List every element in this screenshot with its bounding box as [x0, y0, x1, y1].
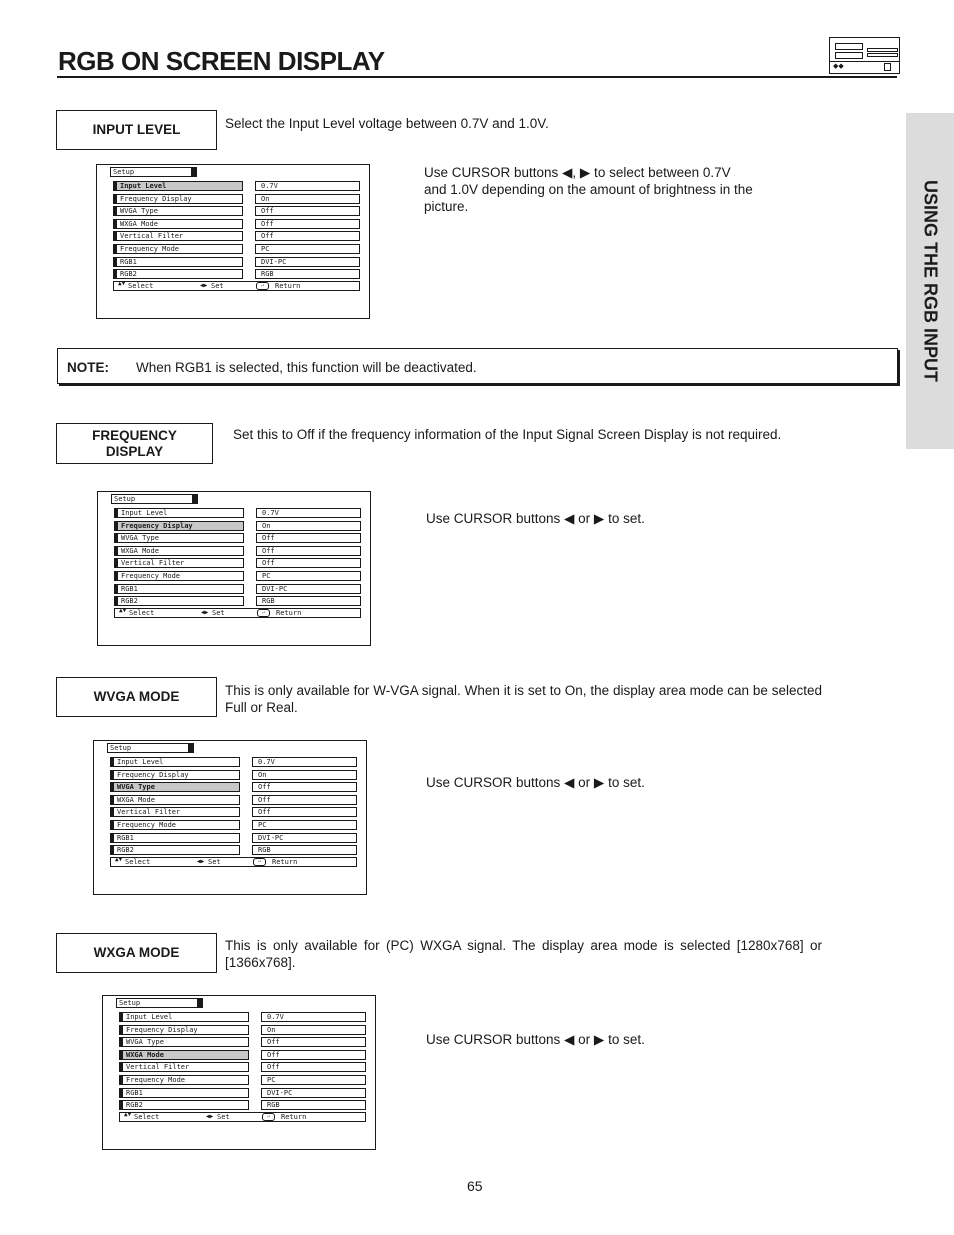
- osd-item: RGB2: [113, 269, 243, 279]
- section-label-wvga-mode: [56, 677, 217, 717]
- osd-value: Off: [256, 533, 361, 543]
- osd-item: WVGA Type: [110, 782, 240, 792]
- section-label-frequency-display: [56, 423, 213, 464]
- osd-footer: [119, 1112, 366, 1122]
- osd-title: Setup: [116, 998, 198, 1008]
- osd-item: WVGA Type: [119, 1037, 249, 1047]
- section-instruction: Use CURSOR buttons ◀, ▶ to select between 0.7V and 1.0V depending on the amount of brightness in the picture.: [424, 165, 753, 214]
- vcr-device-icon: [829, 37, 900, 74]
- osd-menu-wxga-mode: [102, 995, 376, 1150]
- osd-title: Setup: [110, 167, 192, 177]
- updown-arrows-icon: ▲▼: [124, 1111, 132, 1118]
- osd-item: WXGA Mode: [114, 546, 244, 556]
- device-slot: [835, 43, 863, 50]
- osd-footer: [110, 857, 357, 867]
- return-icon: ⏎: [257, 609, 270, 617]
- osd-value: DVI-PC: [252, 833, 357, 843]
- osd-value: 0.7V: [256, 508, 361, 518]
- osd-item: Input Level: [119, 1012, 249, 1022]
- title-rule: [57, 76, 897, 78]
- osd-item: RGB2: [110, 845, 240, 855]
- leftright-arrows-icon: ◀▶: [197, 858, 205, 865]
- leftright-arrows-icon: ◀▶: [200, 282, 208, 289]
- osd-item: Vertical Filter: [110, 807, 240, 817]
- osd-item: RGB1: [114, 584, 244, 594]
- osd-footer-select: Select: [134, 1113, 160, 1121]
- osd-value: PC: [256, 571, 361, 581]
- osd-menu-frequency-display: [97, 491, 371, 646]
- section-label-text: WXGA MODE: [93, 945, 180, 960]
- section-instruction: Use CURSOR buttons ◀ or ▶ to set.: [426, 775, 645, 790]
- osd-title-tab: [192, 167, 197, 177]
- osd-footer-set: Set: [212, 609, 225, 617]
- updown-arrows-icon: ▲▼: [115, 856, 123, 863]
- osd-menu-wvga-mode: [93, 740, 367, 895]
- osd-footer-return: Return: [275, 282, 301, 290]
- osd-value: PC: [255, 244, 360, 254]
- osd-value: On: [252, 770, 357, 780]
- return-icon: ⏎: [253, 858, 266, 866]
- osd-value: RGB: [252, 845, 357, 855]
- note-text: When RGB1 is selected, this function will be deactivated.: [136, 360, 477, 375]
- osd-item: Vertical Filter: [119, 1062, 249, 1072]
- osd-item: Frequency Display: [119, 1025, 249, 1035]
- osd-value: 0.7V: [261, 1012, 366, 1022]
- section-label-text: WVGA MODE: [93, 689, 180, 704]
- osd-footer-select: Select: [125, 858, 151, 866]
- section-label-text: INPUT LEVEL: [92, 122, 181, 137]
- osd-value: Off: [261, 1037, 366, 1047]
- osd-value: On: [261, 1025, 366, 1035]
- osd-value: Off: [261, 1062, 366, 1072]
- osd-item: RGB2: [119, 1100, 249, 1110]
- side-tab-label: USING THE RGB INPUT: [920, 179, 941, 383]
- osd-item: Frequency Display: [114, 521, 244, 531]
- osd-footer: [114, 608, 361, 618]
- osd-title-tab: [189, 743, 194, 753]
- section-label-wxga-mode: [56, 933, 217, 973]
- updown-arrows-icon: ▲▼: [119, 607, 127, 614]
- osd-footer-return: Return: [281, 1113, 307, 1121]
- osd-item: RGB2: [114, 596, 244, 606]
- osd-title-tab: [193, 494, 198, 504]
- osd-item: WVGA Type: [114, 533, 244, 543]
- osd-item: Vertical Filter: [113, 231, 243, 241]
- osd-item: WVGA Type: [113, 206, 243, 216]
- section-description: This is only available for (PC) WXGA signal. The display area mode is selected [1280x768] or [1366x768].: [225, 938, 822, 970]
- osd-value: On: [255, 194, 360, 204]
- osd-value: DVI-PC: [256, 584, 361, 594]
- osd-title-tab: [198, 998, 203, 1008]
- osd-item: Frequency Display: [113, 194, 243, 204]
- osd-value: Off: [256, 558, 361, 568]
- return-icon: ⏎: [262, 1113, 275, 1121]
- section-description: This is only available for W-VGA signal. When it is set to On, the display area mode can be selected Full or Real.: [225, 683, 822, 715]
- osd-title: Setup: [111, 494, 193, 504]
- osd-value: Off: [252, 807, 357, 817]
- note-box: [57, 348, 898, 384]
- osd-footer-select: Select: [128, 282, 154, 290]
- osd-value: Off: [255, 231, 360, 241]
- osd-footer-return: Return: [272, 858, 298, 866]
- osd-footer-return: Return: [276, 609, 302, 617]
- osd-item: Frequency Display: [110, 770, 240, 780]
- page-title: RGB ON SCREEN DISPLAY: [58, 46, 385, 76]
- section-label-input-level: [56, 110, 217, 150]
- updown-arrows-icon: ▲▼: [118, 280, 126, 287]
- osd-value: 0.7V: [255, 181, 360, 191]
- osd-item: Input Level: [113, 181, 243, 191]
- device-slot: [867, 48, 898, 52]
- osd-value: DVI-PC: [261, 1088, 366, 1098]
- osd-value: Off: [255, 206, 360, 216]
- osd-value: PC: [252, 820, 357, 830]
- osd-item: Vertical Filter: [114, 558, 244, 568]
- osd-item: Input Level: [110, 757, 240, 767]
- osd-value: RGB: [255, 269, 360, 279]
- osd-value: RGB: [261, 1100, 366, 1110]
- osd-footer-set: Set: [208, 858, 221, 866]
- section-description: Set this to Off if the frequency information of the Input Signal Screen Display is not required.: [233, 427, 782, 442]
- osd-item: Input Level: [114, 508, 244, 518]
- osd-item: RGB1: [113, 257, 243, 267]
- osd-title: Setup: [107, 743, 189, 753]
- side-tab: [906, 113, 954, 449]
- device-slot: [835, 52, 863, 59]
- return-icon: ⏎: [256, 282, 269, 290]
- osd-item: Frequency Mode: [110, 820, 240, 830]
- osd-item: RGB1: [119, 1088, 249, 1098]
- section-instruction: Use CURSOR buttons ◀ or ▶ to set.: [426, 511, 645, 526]
- page-number: 65: [467, 1178, 483, 1194]
- device-slot: [867, 53, 898, 57]
- section-description: Select the Input Level voltage between 0.7V and 1.0V.: [225, 116, 549, 131]
- osd-item: Frequency Mode: [113, 244, 243, 254]
- osd-footer: [113, 281, 360, 291]
- osd-item: WXGA Mode: [119, 1050, 249, 1060]
- leftright-arrows-icon: ◀▶: [201, 609, 209, 616]
- osd-footer-set: Set: [211, 282, 224, 290]
- osd-value: Off: [261, 1050, 366, 1060]
- osd-menu-input-level: [96, 164, 370, 319]
- section-instruction: Use CURSOR buttons ◀ or ▶ to set.: [426, 1032, 645, 1047]
- osd-value: 0.7V: [252, 757, 357, 767]
- osd-item: Frequency Mode: [114, 571, 244, 581]
- osd-value: Off: [256, 546, 361, 556]
- osd-footer-select: Select: [129, 609, 155, 617]
- device-button: [884, 63, 891, 71]
- osd-value: Off: [252, 795, 357, 805]
- osd-footer-set: Set: [217, 1113, 230, 1121]
- osd-value: PC: [261, 1075, 366, 1085]
- osd-value: DVI-PC: [255, 257, 360, 267]
- osd-value: On: [256, 521, 361, 531]
- leftright-arrows-icon: ◀▶: [206, 1113, 214, 1120]
- note-label: NOTE:: [67, 360, 109, 375]
- section-label-text: FREQUENCY DISPLAY: [92, 427, 177, 459]
- osd-value: Off: [255, 219, 360, 229]
- device-arrows-icon: ◆◆: [833, 63, 844, 70]
- osd-item: RGB1: [110, 833, 240, 843]
- osd-item: Frequency Mode: [119, 1075, 249, 1085]
- osd-item: WXGA Mode: [110, 795, 240, 805]
- osd-item: WXGA Mode: [113, 219, 243, 229]
- osd-value: Off: [252, 782, 357, 792]
- osd-value: RGB: [256, 596, 361, 606]
